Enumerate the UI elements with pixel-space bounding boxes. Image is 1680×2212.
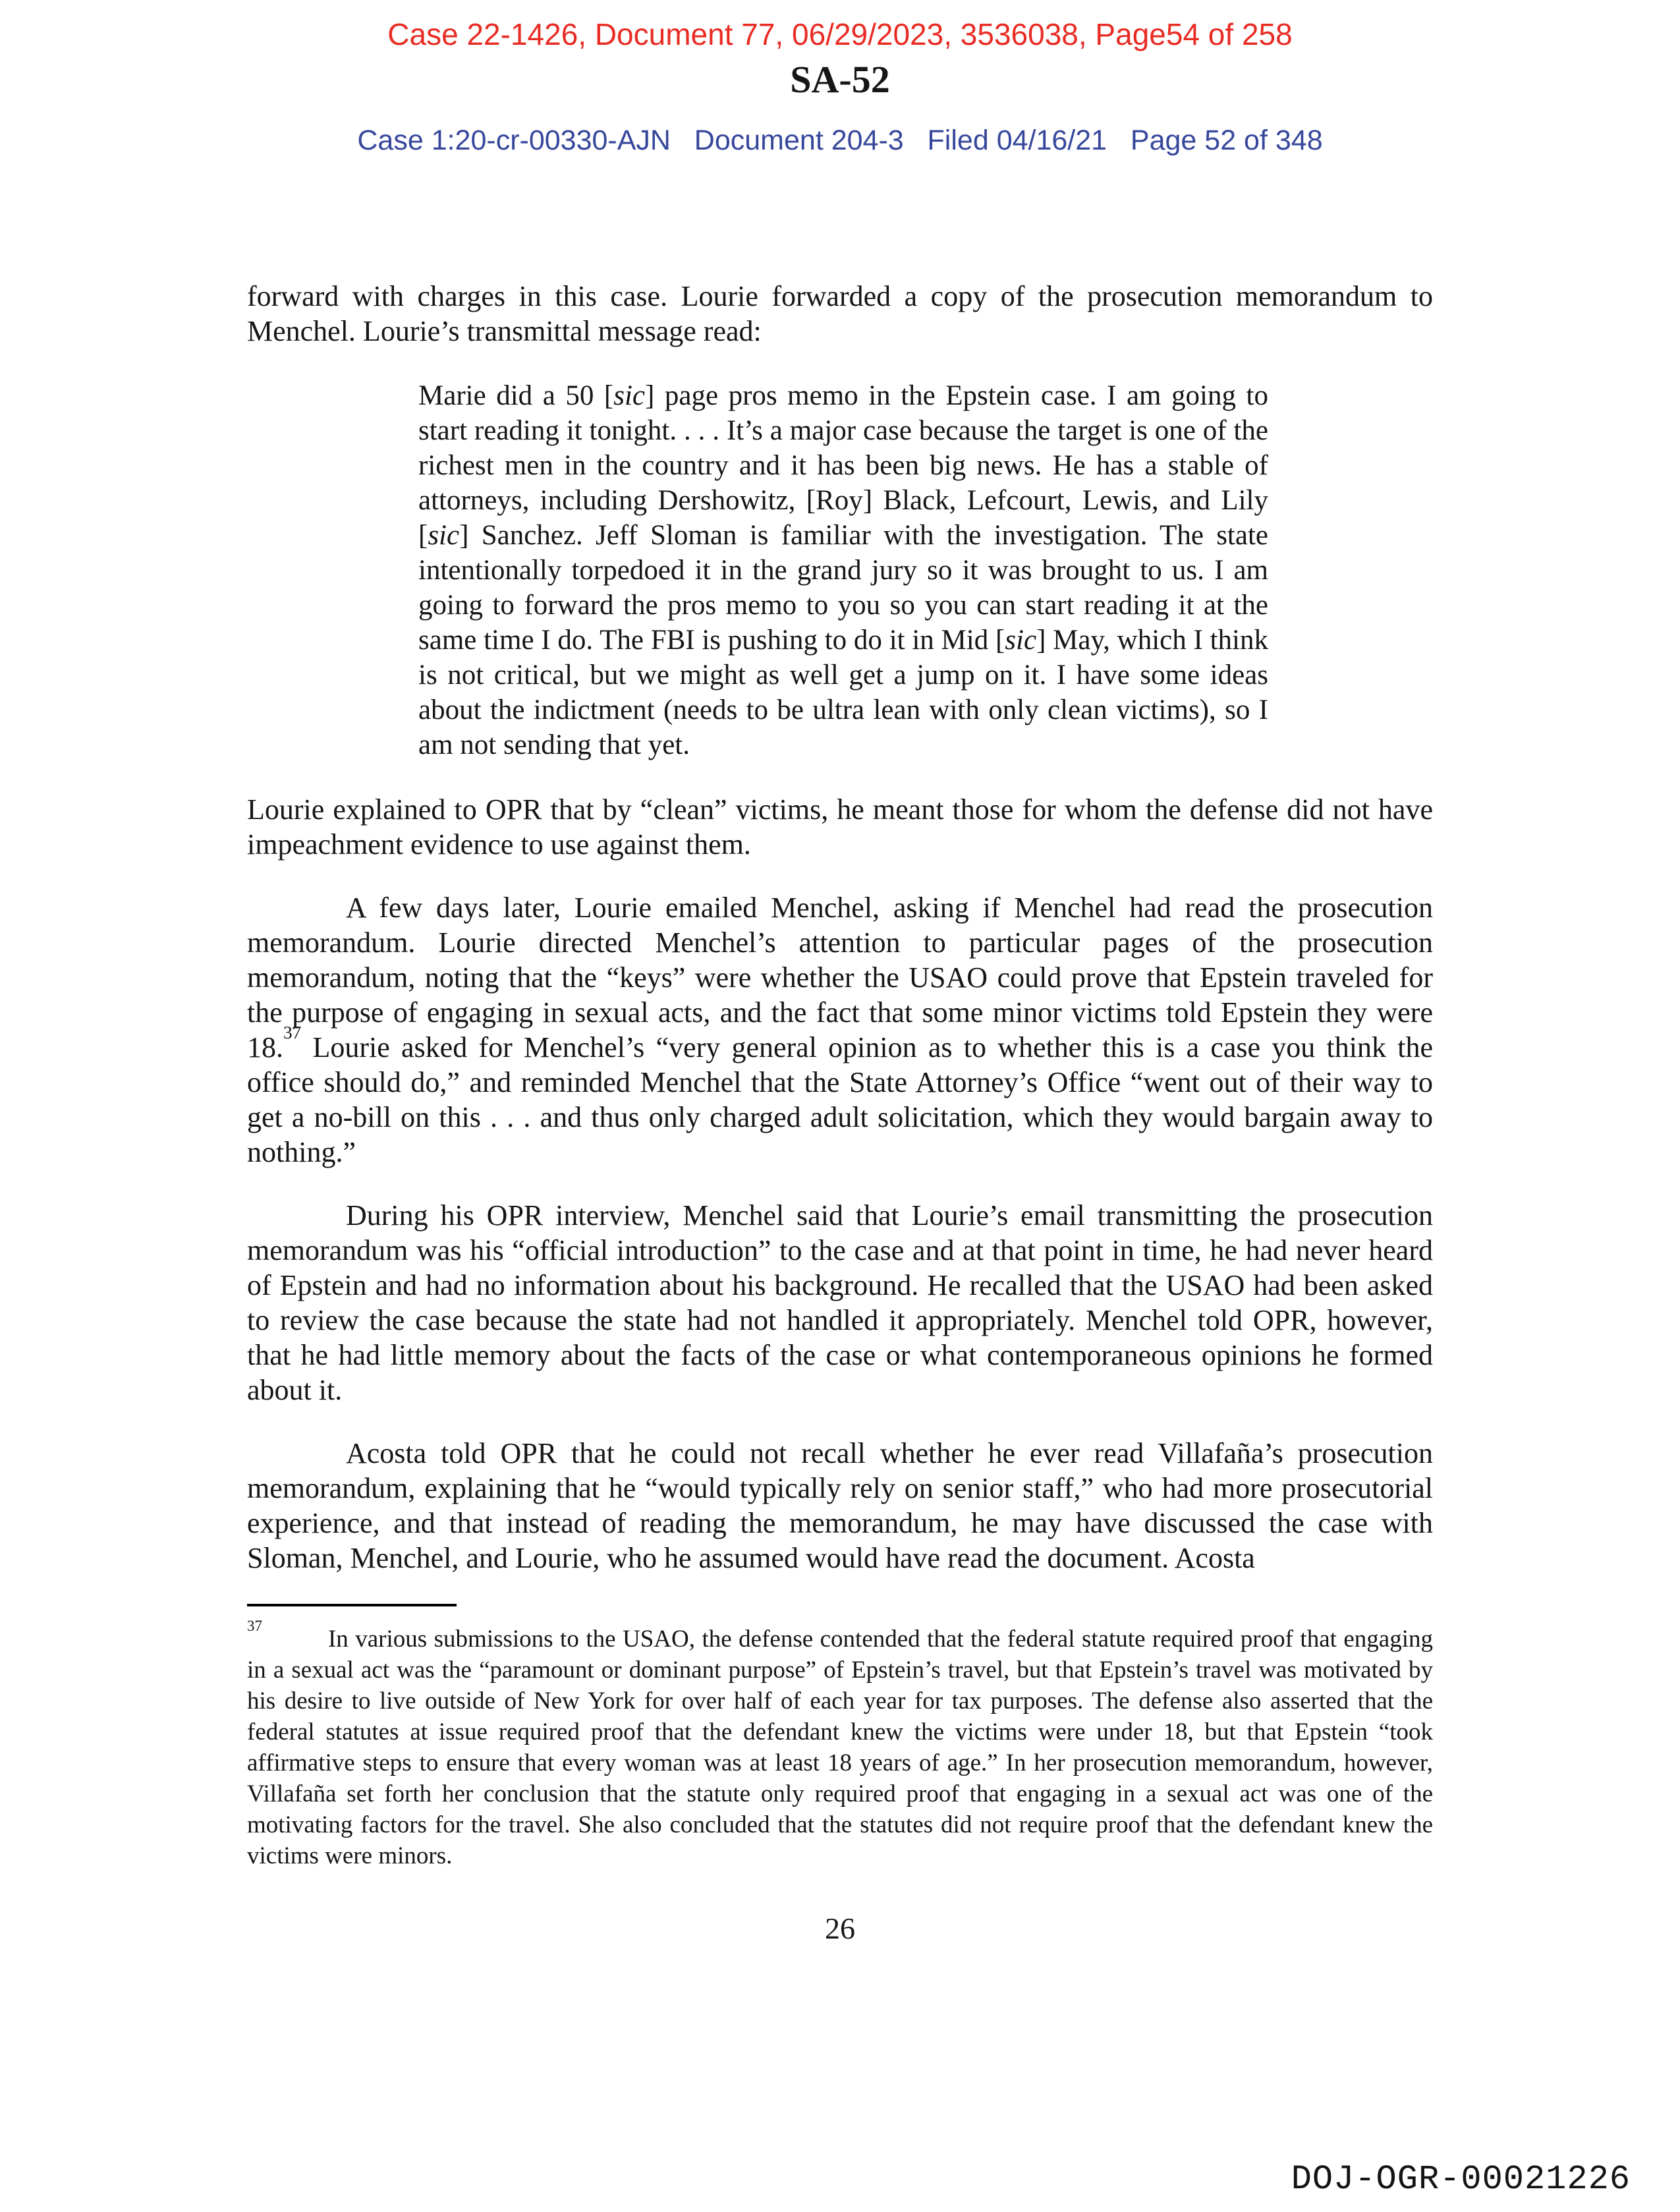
bates-number: DOJ-OGR-00021226 (1291, 2160, 1631, 2199)
footnote-separator (247, 1604, 457, 1606)
document-body (247, 279, 1433, 1871)
footnote-marker: 37 (247, 1618, 262, 1635)
appellate-case-stamp: Case 22-1426, Document 77, 06/29/2023, 3536038, Page54 of 258 (387, 17, 1293, 51)
page-number: 26 (825, 1912, 855, 1945)
body-paragraph-5: Acosta told OPR that he could not recall whether he ever read Villafaña’s prosecution memorandum, explaining that he “would typically rely on senior staff,” who had more prosecutorial experience, and that instead of reading the memorandum, he may have discussed the case with Sloman, Menchel, and Lourie, who he assumed would have read the document. Acosta (247, 1437, 1433, 1574)
district-court-stamp: Case 1:20-cr-00330-AJN Document 204-3 Filed 04/16/21 Page 52 of 348 (357, 125, 1323, 156)
body-paragraph-4: During his OPR interview, Menchel said that Lourie’s email transmitting the prosecution memorandum was his “official introduction” to the case and at that point in time, he had never heard of Epstein and had no information about his background. He recalled that the USAO had been asked to review the case because the state had not handled it appropriately. Menchel told OPR, however, that he had little memory about the facts of the case or what contemporaneous opinions he formed about it. (247, 1199, 1433, 1406)
block-quote: Marie did a 50 [sic] page pros memo in the Epstein case. I am going to start reading it tonight. . . . It’s a major case because the target is one of the richest men in the country and it has been big news. He has a stable of attorneys, including Dershowitz, [Roy] Black, Lefcourt, Lewis, and Lily [sic] Sanchez. Jeff Sloman is familiar with the investigation. The state intentionally torpedoed it in the grand jury so it was brought to us. I am going to forward the pros memo to you so you can start reading it at the same time I do. The FBI is pushing to do it in Mid [sic] May, which I think is not critical, but we might as well get a jump on it. I have some ideas about the indictment (needs to be ultra lean with only clean victims), so I am not sending that yet. (418, 380, 1268, 760)
footnote-37 (247, 1618, 1433, 1871)
appendix-page-label: SA-52 (790, 58, 890, 101)
footnote-text: In various submissions to the USAO, the defense contended that the federal statute required proof that engaging in a sexual act was the “paramount or dominant purpose” of Epstein’s travel, but that Epstein’s travel was motivated by his desire to live outside of New York for over half of each year for tax purposes. The defense also asserted that the federal statutes at issue required proof that the defendant knew the victims were under 18, but that Epstein “took affirmative steps to ensure that every woman was at least 18 years of age.” In her prosecution memorandum, however, Villafaña set forth her conclusion that the statute only required proof that engaging in a sexual act was one of the motivating factors for the travel. She also concluded that the statutes did not require proof that the defendant knew the victims were minors. (247, 1626, 1433, 1869)
body-paragraph-2: Lourie explained to OPR that by “clean” victims, he meant those for whom the defense did not have impeachment evidence to use against them. (247, 793, 1433, 861)
body-paragraph-1: forward with charges in this case. Lourie forwarded a copy of the prosecution memorandum to Menchel. Lourie’s transmittal message read: (247, 280, 1433, 347)
body-paragraph-3: A few days later, Lourie emailed Menchel, asking if Menchel had read the prosecution memorandum. Lourie directed Menchel’s attention to particular pages of the prosecution memorandum, noting that the “keys” were whether the USAO could prove that Epstein traveled for the purpose of engaging in sexual acts, and the fact that some minor victims told Epstein they were 18.37 Lourie asked for Menchel’s “very general opinion as to whether this is a case you think the office should do,” and reminded Menchel that the State Attorney’s Office “went out of their way to get a no-bill on this . . . and thus only charged adult solicitation, which they would bargain away to nothing.” (247, 892, 1433, 1168)
